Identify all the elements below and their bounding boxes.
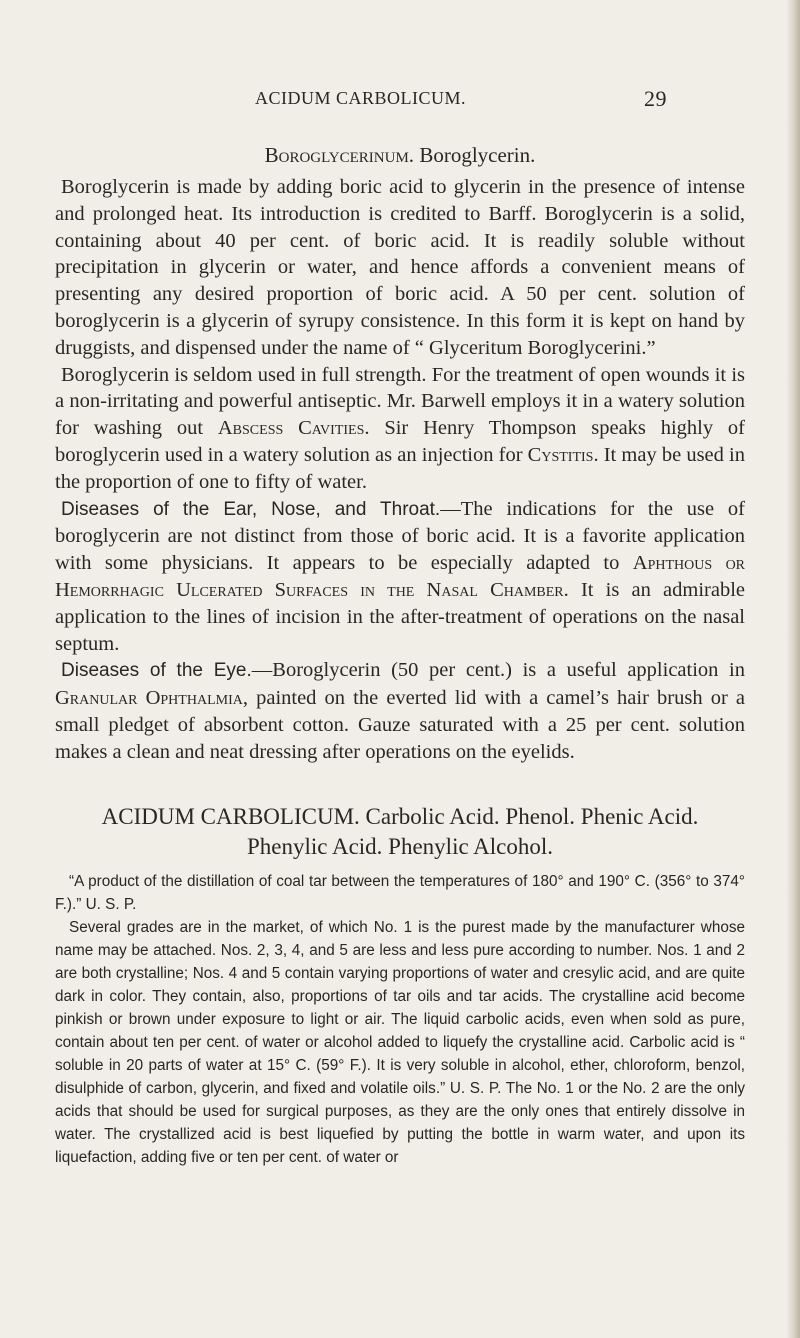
carbolic-acid-heading bbox=[55, 802, 745, 862]
carbolic-heading-line-1: ACIDUM CARBOLICUM. Carbolic Acid. Phenol. Phenic Acid. bbox=[101, 803, 699, 829]
granular-ophthalmia-term: Granular Ophthalmia, bbox=[55, 687, 248, 710]
running-head bbox=[255, 88, 725, 116]
eye-paragraph bbox=[55, 657, 745, 765]
eye-subheading: Diseases of the Eye. bbox=[61, 660, 252, 682]
paragraph-2-text-b: Sir Henry Thompson speaks highly of boroglycerin used in a watery solution as an injection for bbox=[55, 417, 745, 466]
paragraph-2-text-c: It may be used in the proportion of one to fifty of water. bbox=[55, 443, 745, 493]
boroglycerin-heading-latin: Boroglycerinum. bbox=[264, 143, 415, 167]
boroglycerin-heading bbox=[55, 142, 745, 168]
boroglycerin-paragraph-1: Boroglycerin is made by adding boric acid to glycerin in the presence of intense and prolonged heat. Its introduction is credited to Barff. Boroglycerin is a solid, containing about 40 per cent. of boric acid. It is readily soluble without precipitation in glycerin or water, and hence affords a convenient means of presenting any desired proportion of boric acid. A 50 per cent. solution of boroglycerin is a glycerin of syrupy consistence. In this form it is kept on hand by druggists, and dispensed under the name of “ Glyceritum Boroglycerini.” bbox=[55, 176, 745, 359]
nasal-chamber-term: Aphthous or Hemorrhagic Ulcerated Surfaces in the Nasal Chamber. bbox=[55, 552, 746, 601]
boroglycerin-heading-common: Boroglycerin. bbox=[419, 143, 536, 167]
paragraph-2-text-a: Boroglycerin is seldom used in full strength. For the treatment of open wounds it is a non-irritating and powerful antiseptic. Mr. Barwell employs it in a watery solution for washing out bbox=[55, 363, 745, 440]
page-number: 29 bbox=[644, 86, 667, 111]
ear-nose-throat-subheading: Diseases of the Ear, Nose, and Throat. bbox=[61, 498, 441, 520]
ent-text-b: It is an admirable application to the lines of incision in the after-treatment of operations on the nasal septum. bbox=[55, 578, 745, 655]
cystitis-term: Cystitis. bbox=[527, 443, 599, 466]
abscess-cavities-term: Abscess Cavities. bbox=[217, 417, 370, 440]
page-body bbox=[55, 142, 745, 1169]
ear-nose-throat-paragraph bbox=[55, 496, 745, 658]
eye-text-a: —Boroglycerin (50 per cent.) is a useful application in bbox=[251, 659, 745, 682]
page-edge-shadow bbox=[786, 0, 800, 1338]
running-head-title: ACIDUM CARBOLICUM. bbox=[255, 88, 467, 108]
boroglycerin-paragraph-2 bbox=[55, 362, 745, 496]
eye-text-b: painted on the everted lid with a camel’s hair brush or a small pledget of absorbent cotton. Gauze saturated with a 25 per cent. solution makes a clean and neat dressing after operations on the eyelids. bbox=[55, 687, 745, 763]
carbolic-heading-line-2: Phenylic Acid. Phenylic Alcohol. bbox=[247, 833, 553, 859]
carbolic-description: Several grades are in the market, of which No. 1 is the purest made by the manufacturer whose name may be attached. Nos. 2, 3, 4, and 5 are less and less pure according to number. Nos. 1 and 2 are both crystalline; Nos. 4 and 5 contain varying proportions of water and cresylic acid, and are quite dark in color. They contain, also, proportions of tar oils and tar acids. The crystalline acid become pinkish or brown under exposure to light or air. The liquid carbolic acids, even when sold as pure, contain about ten per cent. of water or alcohol added to liquefy the crystalline acid. Carbolic acid is “ soluble in 20 parts of water at 15° C. (59° F.). It is very soluble in alcohol, ether, chloroform, benzol, disulphide of carbon, glycerin, and fixed and volatile oils.” U. S. P. The No. 1 or the No. 2 are the only acids that should be used for surgical purposes, as they are the only ones that entirely dissolve in water. The crystallized acid is best liquefied by putting the bottle in warm water, and upon its liquefaction, adding five or ten per cent. of water or bbox=[55, 918, 745, 1166]
ent-text-a: —The indications for the use of boroglycerin are not distinct from those of boric acid. It is a favorite application with some physicians. It appears to be especially adapted to bbox=[55, 497, 745, 575]
carbolic-quote: “A product of the distillation of coal tar between the temperatures of 180° and 190° C. (356° to 374° F.).” U. S. P. bbox=[55, 872, 745, 913]
